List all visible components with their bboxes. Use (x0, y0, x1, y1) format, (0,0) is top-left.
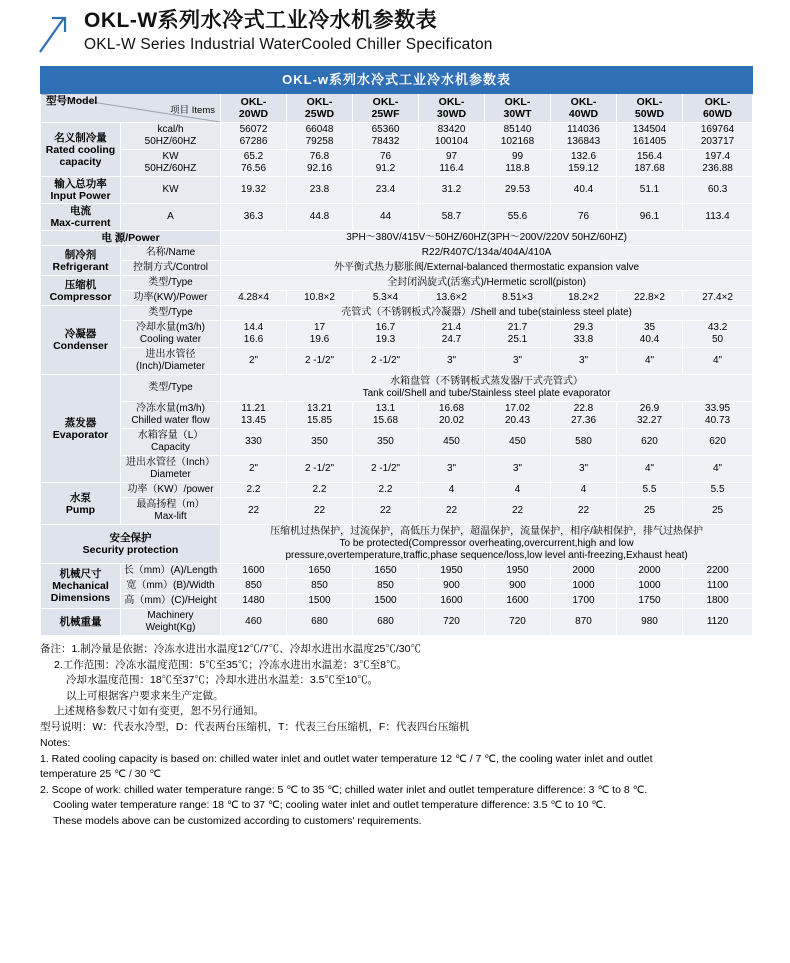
table-cell: 13.6×2 (419, 291, 485, 306)
row-item-label: KW 50HZ/60HZ (121, 150, 221, 177)
table-cell: 2.2 (353, 483, 419, 498)
spec-table (40, 66, 753, 636)
table-cell: 1500 (353, 594, 419, 609)
table-cell: 97 116.4 (419, 150, 485, 177)
table-cell: 1480 (221, 594, 287, 609)
table-cell: 23.4 (353, 177, 419, 204)
notes-en (40, 752, 770, 830)
row-item-label: 控制方式/Control (121, 261, 221, 276)
table-cell: 620 (683, 429, 753, 456)
model-items-corner (41, 94, 221, 123)
table-cell: 330 (221, 429, 287, 456)
model-column-header: OKL- 60WD (683, 94, 753, 123)
table-cell: 450 (485, 429, 551, 456)
table-cell: 13.1 15.68 (353, 402, 419, 429)
row-span-value: 全封闭涡旋式(活塞式)/Hermetic scroll(piston) (221, 276, 753, 291)
table-cell: 4" (683, 456, 753, 483)
row-item-label: 类型/Type (121, 306, 221, 321)
table-cell: 66048 79258 (287, 123, 353, 150)
row-item-label: 水箱容量（L） Capacity (121, 429, 221, 456)
table-cell: 4.28×4 (221, 291, 287, 306)
table-row (41, 150, 753, 177)
table-cell: 350 (353, 429, 419, 456)
table-cell: 76 91.2 (353, 150, 419, 177)
table-cell: 1950 (419, 564, 485, 579)
table-cell: 23.8 (287, 177, 353, 204)
row-span-value: 外平衡式热力膨胀阀/External-balanced thermostatic expansion valve (221, 261, 753, 276)
note-line-en: 1. Rated cooling capacity is based on: chilled water inlet and outlet water temperature 12 ℃ / 7 ℃, the cooling water inlet and outlet (40, 752, 653, 765)
table-row (41, 429, 753, 456)
table-cell: 40.4 (551, 177, 617, 204)
row-item-label: A (121, 204, 221, 231)
table-cell: 197.4 236.88 (683, 150, 753, 177)
table-cell: 36.3 (221, 204, 287, 231)
table-row (41, 483, 753, 498)
table-row (41, 276, 753, 291)
table-cell: 76.8 92.16 (287, 150, 353, 177)
table-cell: 55.6 (485, 204, 551, 231)
table-cell: 2" (221, 456, 287, 483)
table-cell: 22 (287, 498, 353, 525)
row-item-label: KW (121, 177, 221, 204)
table-row (41, 177, 753, 204)
table-row (41, 375, 753, 402)
row-span-value: R22/R407C/134a/404A/410A (221, 246, 753, 261)
table-cell: 900 (485, 579, 551, 594)
table-cell: 96.1 (617, 204, 683, 231)
row-item-label: kcal/h 50HZ/60HZ (121, 123, 221, 150)
arrow-logo-icon (34, 12, 78, 56)
row-item-label: 进出水管径 (Inch)/Diameter (121, 348, 221, 375)
table-cell: 2.2 (287, 483, 353, 498)
items-label: 项目 Items (170, 105, 215, 116)
table-cell: 680 (353, 609, 419, 636)
note-line-en: Cooling water temperature range: 18 ℃ to 37 ℃; cooling water inlet and outlet temperature difference: 3.5 ℃ to 10 ℃. (53, 799, 607, 811)
table-cell: 27.4×2 (683, 291, 753, 306)
note-line-en: temperature 25 ℃ / 30 ℃ (40, 768, 162, 780)
table-cell: 21.7 25.1 (485, 321, 551, 348)
model-column-header: OKL- 50WD (617, 94, 683, 123)
table-cell: 3" (551, 456, 617, 483)
row-item-label: 高（mm）(C)/Height (121, 594, 221, 609)
row-span-value: 压缩机过热保护，过流保护，高低压力保护，超温保护，流量保护，相序/缺相保护，排气过热保护 To be protected(Compressor overheating,overcurrent,high and low pressure,overtemperature,traffic,phase sequence/loss,low level anti-freezing,Exhaust heat) (221, 525, 753, 564)
table-cell: 870 (551, 609, 617, 636)
table-cell: 58.7 (419, 204, 485, 231)
note-line-cn: 冷却水温度范围：18℃至37℃；冷却水进出水温差：3.5℃至10℃。 (66, 674, 379, 686)
table-cell: 4 (551, 483, 617, 498)
row-group-label: 名义制冷量 Rated cooling capacity (41, 123, 121, 177)
row-item-label: 名称/Name (121, 246, 221, 261)
table-cell: 156.4 187.68 (617, 150, 683, 177)
row-span-value: 3PH～380V/415V～50HZ/60HZ(3PH～200V/220V 50HZ/60HZ) (221, 231, 753, 246)
table-cell: 5.5 (617, 483, 683, 498)
table-cell: 51.1 (617, 177, 683, 204)
table-cell: 350 (287, 429, 353, 456)
model-column-header: OKL- 30WD (419, 94, 485, 123)
model-column-header: OKL- 20WD (221, 94, 287, 123)
table-cell: 76 (551, 204, 617, 231)
table-cell: 4 (419, 483, 485, 498)
table-cell: 134504 161405 (617, 123, 683, 150)
table-cell: 18.2×2 (551, 291, 617, 306)
table-cell: 29.3 33.8 (551, 321, 617, 348)
table-cell: 4" (683, 348, 753, 375)
table-row (41, 204, 753, 231)
table-cell: 1750 (617, 594, 683, 609)
row-item-label: Machinery Weight(Kg) (121, 609, 221, 636)
table-cell: 620 (617, 429, 683, 456)
table-cell: 25 (617, 498, 683, 525)
notes-block (0, 636, 790, 829)
table-title-row (41, 67, 753, 94)
row-span-value: 水箱盘管（不锈钢板式蒸发器/干式壳管式） Tank coil/Shell and tube/Stainless steel plate evaporator (221, 375, 753, 402)
table-cell: 2200 (683, 564, 753, 579)
table-cell: 113.4 (683, 204, 753, 231)
row-item-label: 冷却水量(m3/h) Cooling water (121, 321, 221, 348)
table-cell: 3" (419, 348, 485, 375)
row-item-label: 功率（KW）/power (121, 483, 221, 498)
table-cell: 680 (287, 609, 353, 636)
table-cell: 22 (221, 498, 287, 525)
row-group-label: 电 源/Power (41, 231, 221, 246)
table-cell: 132.6 159.12 (551, 150, 617, 177)
table-row (41, 246, 753, 261)
table-cell: 83420 100104 (419, 123, 485, 150)
model-column-header: OKL- 25WD (287, 94, 353, 123)
row-group-label: 水泵 Pump (41, 483, 121, 525)
table-row (41, 348, 753, 375)
table-cell: 11.21 13.45 (221, 402, 287, 429)
table-cell: 17.02 20.43 (485, 402, 551, 429)
table-cell: 900 (419, 579, 485, 594)
table-row (41, 291, 753, 306)
table-cell: 450 (419, 429, 485, 456)
row-group-label: 机械重量 (41, 609, 121, 636)
table-cell: 3" (551, 348, 617, 375)
row-item-label: 进出水管径（Inch） Diameter (121, 456, 221, 483)
note-line-en: These models above can be customized according to customers' requirements. (53, 814, 422, 827)
table-row (41, 498, 753, 525)
note-line-en: 2. Scope of work: chilled water temperature range: 5 ℃ to 35 ℃; chilled water inlet and outlet temperature difference: 3 ℃ to 8 ℃. (40, 783, 648, 796)
table-row (41, 123, 753, 150)
table-cell: 114036 136843 (551, 123, 617, 150)
table-cell: 8.51×3 (485, 291, 551, 306)
table-cell: 25 (683, 498, 753, 525)
table-cell: 1600 (419, 594, 485, 609)
table-cell: 14.4 16.6 (221, 321, 287, 348)
row-group-label: 安全保护 Security protection (41, 525, 221, 564)
row-group-label: 压缩机 Compressor (41, 276, 121, 306)
table-cell: 22 (551, 498, 617, 525)
table-row (41, 456, 753, 483)
table-cell: 1600 (221, 564, 287, 579)
table-row (41, 564, 753, 579)
note-line-cn: 2.工作范围：冷冻水温度范围：5℃至35℃；冷冻水进出水温差：3℃至8℃。 (54, 658, 407, 671)
table-cell: 1950 (485, 564, 551, 579)
table-row (41, 321, 753, 348)
model-column-header: OKL- 25WF (353, 94, 419, 123)
table-cell: 169764 203717 (683, 123, 753, 150)
table-cell: 17 19.6 (287, 321, 353, 348)
table-cell: 2" (221, 348, 287, 375)
table-cell: 2 -1/2" (353, 456, 419, 483)
table-cell: 13.21 15.85 (287, 402, 353, 429)
table-cell: 26.9 32.27 (617, 402, 683, 429)
table-cell: 44.8 (287, 204, 353, 231)
table-cell: 2 -1/2" (353, 348, 419, 375)
table-cell: 850 (287, 579, 353, 594)
row-item-label: 冷冻水量(m3/h) Chilled water flow (121, 402, 221, 429)
table-cell: 1650 (353, 564, 419, 579)
table-cell: 850 (221, 579, 287, 594)
table-cell: 1600 (485, 594, 551, 609)
table-cell: 1000 (551, 579, 617, 594)
page-title-en: OKL-W Series Industrial WaterCooled Chiller Specificaton (84, 36, 493, 53)
table-cell: 65.2 76.56 (221, 150, 287, 177)
table-cell: 44 (353, 204, 419, 231)
table-cell: 1650 (287, 564, 353, 579)
table-cell: 56072 67286 (221, 123, 287, 150)
table-cell: 850 (353, 579, 419, 594)
row-item-label: 功率(KW)/Power (121, 291, 221, 306)
table-cell: 43.2 50 (683, 321, 753, 348)
table-cell: 19.32 (221, 177, 287, 204)
table-cell: 460 (221, 609, 287, 636)
table-cell: 1120 (683, 609, 753, 636)
spec-table-wrap (0, 60, 790, 636)
table-cell: 22 (485, 498, 551, 525)
table-cell: 720 (485, 609, 551, 636)
row-group-label: 蒸发器 Evaporator (41, 375, 121, 483)
page-header (0, 0, 790, 60)
table-row (41, 231, 753, 246)
table-cell: 35 40.4 (617, 321, 683, 348)
table-cell: 22.8 27.36 (551, 402, 617, 429)
table-header-row (41, 94, 753, 123)
table-row (41, 609, 753, 636)
table-cell: 1100 (683, 579, 753, 594)
table-cell: 16.7 19.3 (353, 321, 419, 348)
table-cell: 10.8×2 (287, 291, 353, 306)
table-cell: 2000 (617, 564, 683, 579)
table-cell: 1000 (617, 579, 683, 594)
table-cell: 31.2 (419, 177, 485, 204)
row-group-label: 输入总功率 Input Power (41, 177, 121, 204)
table-row (41, 306, 753, 321)
table-cell: 3" (419, 456, 485, 483)
row-item-label: 类型/Type (121, 276, 221, 291)
table-cell: 16.68 20.02 (419, 402, 485, 429)
note-line-cn: 型号说明：W：代表水冷型，D：代表两台压缩机，T：代表三台压缩机，F：代表四台压缩机 (40, 720, 470, 733)
row-group-label: 制冷剂 Refrigerant (41, 246, 121, 276)
table-cell: 85140 102168 (485, 123, 551, 150)
table-row (41, 261, 753, 276)
table-cell: 65360 78432 (353, 123, 419, 150)
table-cell: 3" (485, 348, 551, 375)
table-cell: 4 (485, 483, 551, 498)
table-cell: 5.3×4 (353, 291, 419, 306)
table-cell: 33.95 40.73 (683, 402, 753, 429)
table-cell: 580 (551, 429, 617, 456)
table-cell: 22.8×2 (617, 291, 683, 306)
page-title-cn: OKL-W系列水冷式工业冷水机参数表 (84, 9, 438, 32)
table-cell: 4" (617, 348, 683, 375)
title-block (84, 8, 493, 56)
table-cell: 5.5 (683, 483, 753, 498)
row-group-label: 电流 Max-current (41, 204, 121, 231)
table-cell: 60.3 (683, 177, 753, 204)
table-row (41, 402, 753, 429)
table-cell: 720 (419, 609, 485, 636)
table-cell: 980 (617, 609, 683, 636)
model-column-header: OKL- 30WT (485, 94, 551, 123)
model-label: 型号Model (46, 95, 98, 107)
note-line-cn: 上述规格参数尺寸如有变更，恕不另行通知。 (54, 705, 264, 717)
row-group-label: 冷凝器 Condenser (41, 306, 121, 375)
table-cell: 2 -1/2" (287, 456, 353, 483)
table-cell: 21.4 24.7 (419, 321, 485, 348)
table-cell: 2 -1/2" (287, 348, 353, 375)
model-column-header: OKL- 40WD (551, 94, 617, 123)
table-cell: 22 (353, 498, 419, 525)
table-cell: 4" (617, 456, 683, 483)
table-cell: 2.2 (221, 483, 287, 498)
row-item-label: 宽（mm）(B)/Width (121, 579, 221, 594)
table-cell: 22 (419, 498, 485, 525)
row-group-label: 机械尺寸 Mechanical Dimensions (41, 564, 121, 609)
table-cell: 1700 (551, 594, 617, 609)
table-row (41, 525, 753, 564)
spec-table-body (41, 67, 753, 636)
row-item-label: 最高扬程（m） Max-lift (121, 498, 221, 525)
row-item-label: 类型/Type (121, 375, 221, 402)
table-row (41, 594, 753, 609)
note-line-cn: 以上可根据客户要求来生产定做。 (66, 689, 224, 702)
table-cell: 3" (485, 456, 551, 483)
table-cell: 1800 (683, 594, 753, 609)
table-cell: 99 118.8 (485, 150, 551, 177)
notes-cn (40, 642, 770, 735)
table-cell: 1500 (287, 594, 353, 609)
table-cell: 29.53 (485, 177, 551, 204)
notes-en-head: Notes: (40, 737, 71, 749)
table-band-title: OKL-w系列水冷式工业冷水机参数表 (41, 67, 753, 94)
row-item-label: 长（mm）(A)/Length (121, 564, 221, 579)
note-line-cn: 备注：1.制冷量是依据：冷冻水进出水温度12℃/7℃、冷却水进出水温度25℃/30℃ (40, 643, 421, 655)
table-cell: 2000 (551, 564, 617, 579)
row-span-value: 壳管式（不锈钢板式冷凝器）/Shell and tube(stainless steel plate) (221, 306, 753, 321)
table-row (41, 579, 753, 594)
